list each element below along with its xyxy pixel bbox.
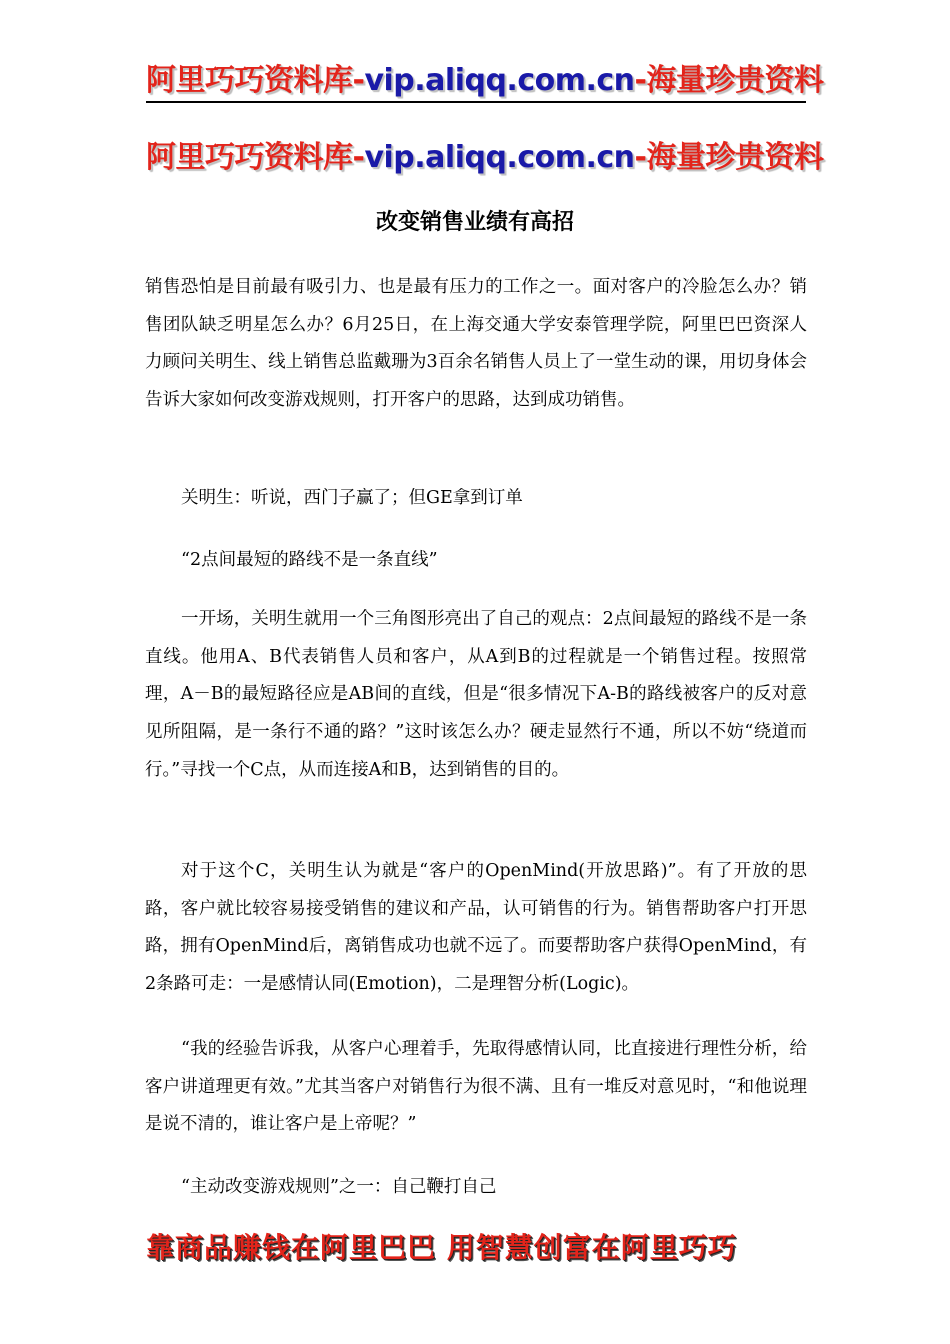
banner-url: vip.aliqq.com.cn xyxy=(364,63,635,98)
section-heading: 关明生：听说，西门子赢了；但GE拿到订单 xyxy=(181,488,523,508)
watermark-banner xyxy=(146,140,824,176)
subheading-quote: “2点间最短的路线不是一条直线” xyxy=(181,550,438,570)
header-divider xyxy=(146,101,806,103)
header-banner xyxy=(146,63,824,99)
banner-site-name: 阿里巧巧资料库- xyxy=(146,63,365,98)
subsection-heading: “主动改变游戏规则”之一：自己鞭打自己 xyxy=(181,1177,497,1197)
watermark-tagline: -海量珍贵资料 xyxy=(634,140,824,175)
document-title: 改变销售业绩有高招 xyxy=(375,209,574,235)
banner-tagline: -海量珍贵资料 xyxy=(634,63,824,98)
body-paragraph: “我的经验告诉我，从客户心理着手，先取得感情认同，比直接进行理性分析，给客户讲道理更有效。”尤其当客户对销售行为很不满、且有一堆反对意见时，“和他说理是说不清的，谁让客户是上帝呢？” xyxy=(145,1039,807,1135)
footer-banner: 靠商品赚钱在阿里巴巴 用智慧创富在阿里巧巧 xyxy=(146,1231,737,1264)
intro-paragraph: 销售恐怕是目前最有吸引力、也是最有压力的工作之一。面对客户的冷脸怎么办？销售团队缺乏明星怎么办？6月25日，在上海交通大学安泰管理学院，阿里巴巴资深人力顾问关明生、线上销售总监戴珊为3百余名销售人员上了一堂生动的课，用切身体会告诉大家如何改变游戏规则，打开客户的思路，达到成功销售。 xyxy=(145,277,807,411)
watermark-url: vip.aliqq.com.cn xyxy=(364,140,635,175)
body-paragraph: 对于这个C，关明生认为就是“客户的OpenMind(开放思路)”。有了开放的思路，客户就比较容易接受销售的建议和产品，认可销售的行为。销售帮助客户打开思路，拥有OpenMind后，离销售成功也就不远了。而要帮助客户获得OpenMind，有2条路可走：一是感情认同(Emotion)，二是理智分析(Logic)。 xyxy=(145,861,807,995)
watermark-site-name: 阿里巧巧资料库- xyxy=(146,140,365,175)
body-paragraph: 一开场，关明生就用一个三角图形亮出了自己的观点：2点间最短的路线不是一条直线。他用A、B代表销售人员和客户，从A到B的过程就是一个销售过程。按照常理，A－B的最短路径应是AB间的直线，但是“很多情况下A-B的路线被客户的反对意见所阻隔，是一条行不通的路？”这时该怎么办？硬走显然行不通，所以不妨“绕道而行。”寻找一个C点，从而连接A和B，达到销售的目的。 xyxy=(145,609,807,780)
